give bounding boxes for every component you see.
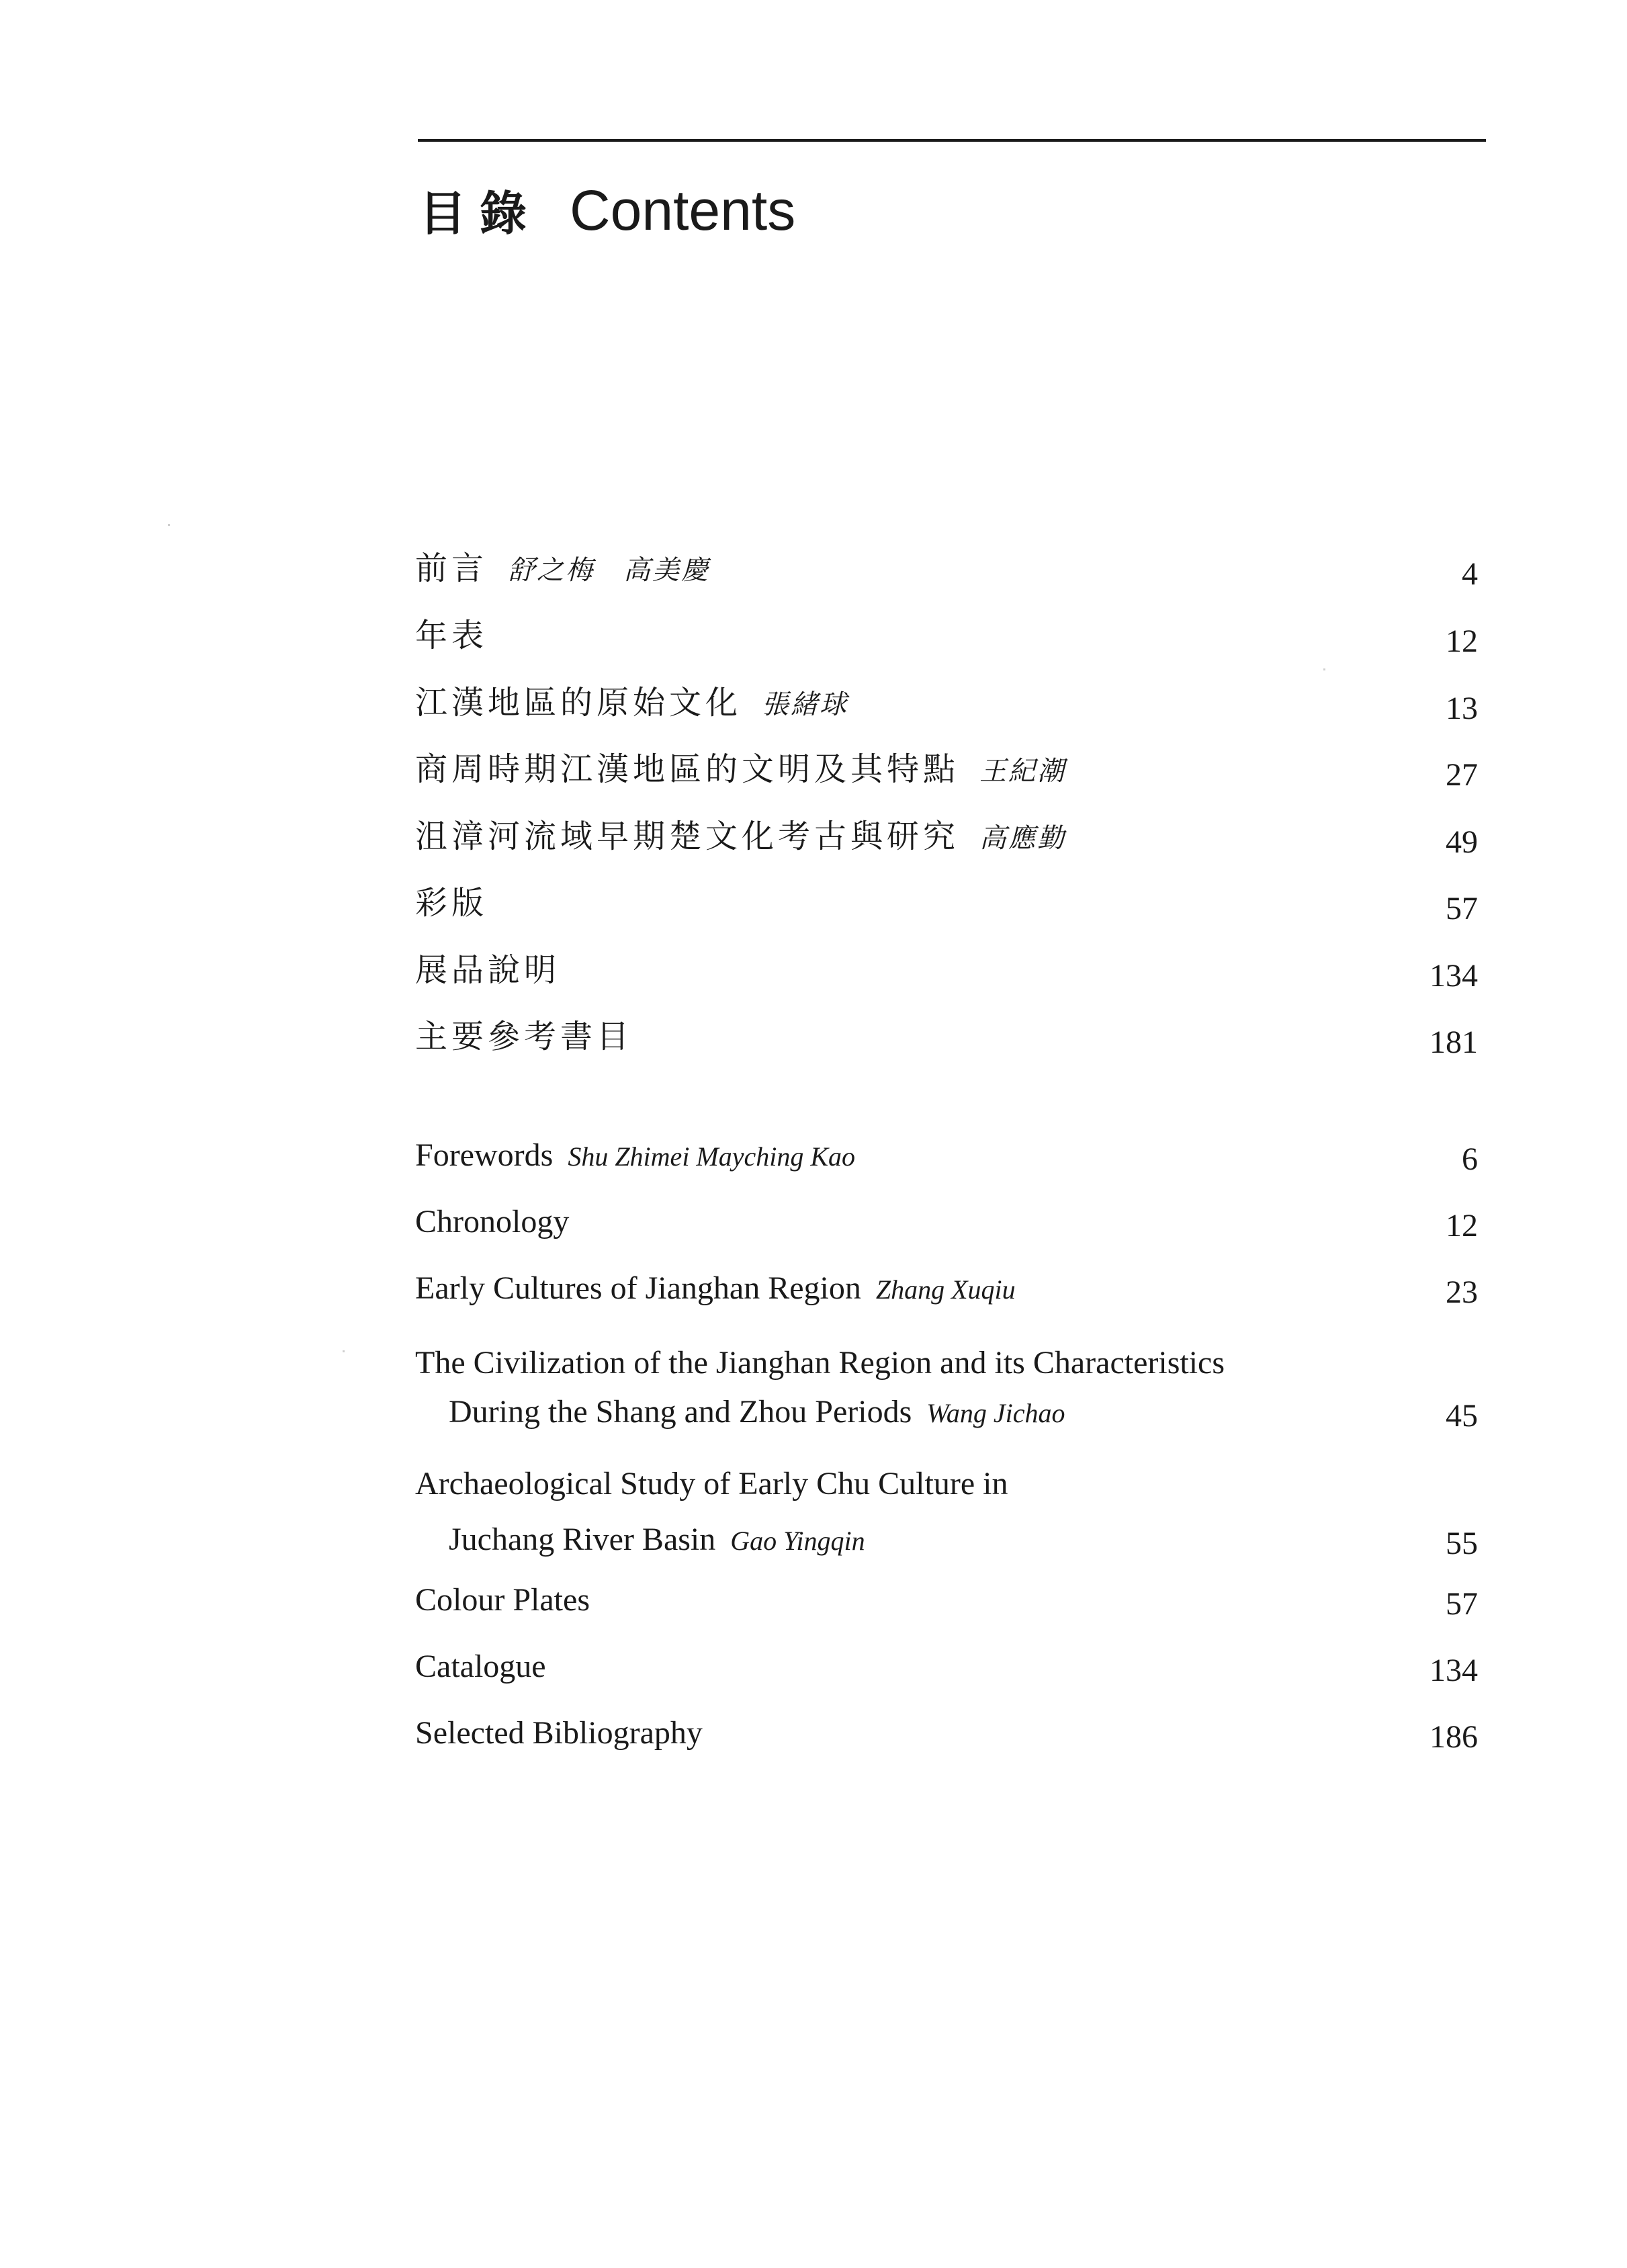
entry-title: Catalogue	[415, 1649, 546, 1684]
toc-entry-zh[interactable]	[415, 746, 1478, 793]
entry-title: 彩版	[415, 884, 488, 922]
toc-entry-en[interactable]	[415, 1330, 1478, 1434]
entry-page-number: 134	[1430, 958, 1478, 994]
entry-page-number: 23	[1446, 1274, 1478, 1310]
toc-entry-zh[interactable]	[415, 613, 1478, 660]
toc-entry-en[interactable]	[415, 1575, 1478, 1622]
entry-page-number: 12	[1446, 1208, 1478, 1244]
entry-title: 沮漳河流域早期楚文化考古與研究	[415, 818, 960, 855]
toc-entry-zh[interactable]	[415, 546, 1478, 593]
entry-title: 主要參考書目	[415, 1018, 633, 1055]
entry-page-number: 57	[1446, 891, 1478, 926]
entry-title: Forewords	[415, 1137, 554, 1173]
scan-speck	[1323, 668, 1325, 670]
toc-entry-zh[interactable]	[415, 947, 1478, 994]
entry-page-number: 45	[1446, 1398, 1478, 1434]
entry-page-number: 55	[1446, 1526, 1478, 1561]
entry-author: Zhang Xuqiu	[875, 1274, 1016, 1305]
entry-page-number: 6	[1462, 1141, 1478, 1177]
entry-title-continued: During the Shang and Zhou Periods	[449, 1394, 912, 1430]
entry-author: 舒之梅 高美慶	[508, 555, 711, 586]
toc-entry-en[interactable]	[415, 1708, 1478, 1755]
heading-chinese: 目錄	[419, 186, 540, 241]
entry-title: Selected Bibliography	[415, 1715, 703, 1751]
entry-title: 前言	[415, 550, 488, 587]
toc-entry-en[interactable]	[415, 1264, 1478, 1311]
scan-speck	[168, 524, 170, 526]
toc-entry-en[interactable]	[415, 1642, 1478, 1689]
heading-english: Contents	[570, 179, 796, 242]
toc-entry-zh[interactable]	[415, 814, 1478, 861]
scan-speck	[343, 1350, 345, 1352]
toc-entry-zh[interactable]	[415, 1014, 1478, 1061]
toc-entry-en[interactable]	[415, 1131, 1478, 1178]
entry-author: 王紀潮	[979, 756, 1067, 787]
toc-entry-en[interactable]	[415, 1451, 1478, 1562]
entry-title: 年表	[415, 617, 488, 654]
entry-title: 江漢地區的原始文化	[415, 684, 742, 722]
entry-title: Archaeological Study of Early Chu Culture in	[415, 1466, 1008, 1501]
entry-page-number: 181	[1430, 1024, 1478, 1060]
entry-author: Wang Jichao	[926, 1398, 1065, 1428]
entry-title: Colour Plates	[415, 1582, 590, 1618]
toc-entry-en[interactable]	[415, 1197, 1478, 1244]
entry-page-number: 4	[1462, 556, 1478, 592]
entry-title-continued: Juchang River Basin	[449, 1522, 716, 1557]
entry-page-number: 49	[1446, 824, 1478, 860]
entry-title: 商周時期江漢地區的文明及其特點	[415, 750, 960, 788]
entry-page-number: 27	[1446, 757, 1478, 793]
entry-author: Gao Yingqin	[730, 1526, 865, 1556]
entry-title: The Civilization of the Jianghan Region and its Characteristics	[415, 1345, 1225, 1381]
entry-title: 展品說明	[415, 951, 561, 989]
entry-author: 高應勤	[979, 823, 1067, 854]
entry-title: Chronology	[415, 1204, 570, 1239]
entry-page-number: 13	[1446, 691, 1478, 726]
entry-title: Early Cultures of Jianghan Region	[415, 1270, 861, 1306]
entry-page-number: 186	[1430, 1719, 1478, 1755]
entry-page-number: 12	[1446, 623, 1478, 659]
entry-author: 張緒球	[762, 689, 849, 720]
toc-entry-zh[interactable]	[415, 680, 1478, 727]
entry-page-number: 57	[1446, 1586, 1478, 1622]
entry-page-number: 134	[1430, 1653, 1478, 1688]
toc-entry-zh[interactable]	[415, 880, 1478, 927]
entry-author: Shu Zhimei Mayching Kao	[568, 1141, 856, 1172]
